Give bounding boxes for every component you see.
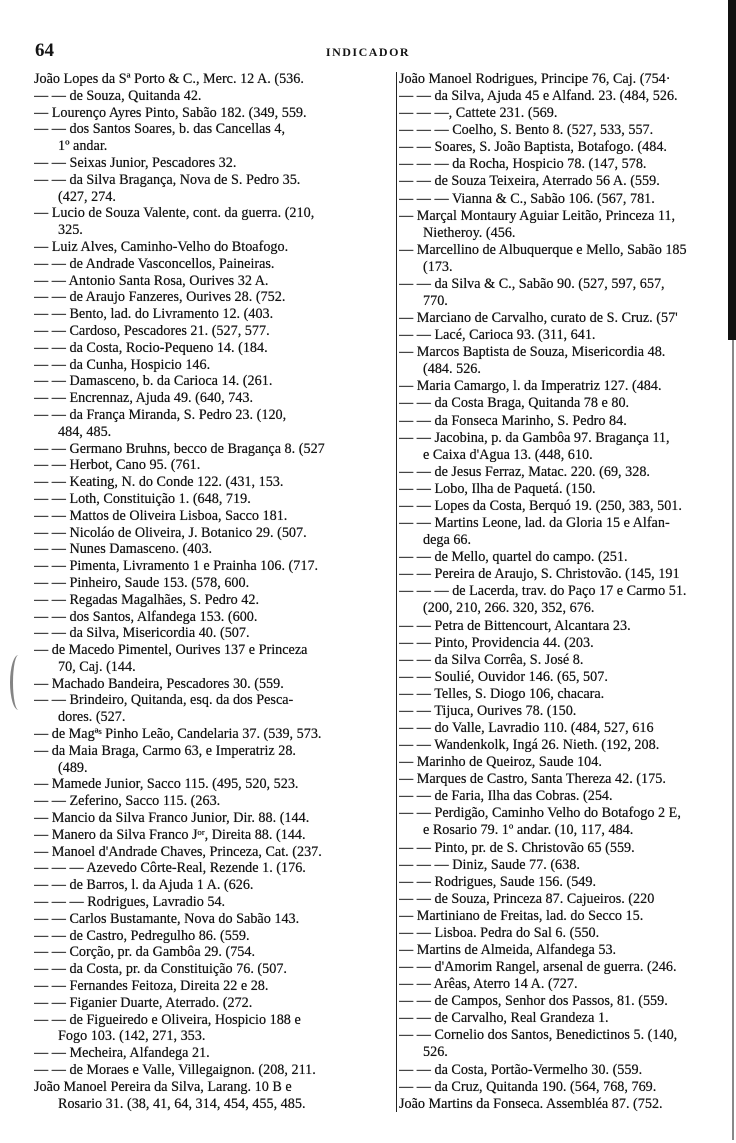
directory-entry: — — Loth, Constituição 1. (648, 719. [34, 491, 251, 507]
directory-entry: — — da Costa, Rocio-Pequeno 14. (184. [34, 340, 268, 356]
directory-entry: — — Nicoláo de Oliveira, J. Botanico 29. (507. [34, 525, 307, 541]
directory-entry: — Marçal Montaury Aguiar Leitão, Princeza 11, [399, 208, 676, 224]
directory-entry: — — Tijuca, Ourives 78. (150. [399, 703, 577, 719]
directory-entry: — — Martins Leone, lad. da Gloria 15 e Alfan- [399, 516, 670, 532]
directory-entry-continuation: e Rosario 79. 1º andar. (10, 117, 484. [423, 823, 634, 839]
directory-entry: — — Herbot, Cano 95. (761. [34, 458, 201, 474]
directory-entry: — — Pinheiro, Saude 153. (578, 600. [34, 575, 250, 591]
directory-entry: — — — da Rocha, Hospicio 78. (147, 578. [399, 157, 647, 173]
directory-entry: — Machado Bandeira, Pescadores 30. (559. [34, 676, 284, 692]
directory-entry: — — da Silva & C., Sabão 90. (527, 597, 657, [399, 276, 665, 292]
directory-entry-continuation: dega 66. [423, 533, 472, 549]
directory-entry: — — Pinto, pr. de S. Christovão 65 (559. [399, 840, 635, 856]
directory-entry-continuation: Fogo 103. (142, 271, 353. [58, 1029, 206, 1045]
directory-entry: — Maria Camargo, l. da Imperatriz 127. (484. [399, 379, 662, 395]
directory-entry: — — Cornelio dos Santos, Benedictinos 5. (140, [399, 1028, 678, 1044]
directory-entry-continuation: 325. [58, 223, 83, 239]
directory-entry: — — Brindeiro, Quitanda, esq. da dos Pesca- [34, 693, 294, 709]
column-divider [396, 72, 397, 1112]
directory-entry: — — de Figueiredo e Oliveira, Hospicio 188 e [34, 1012, 301, 1028]
directory-entry: — — Pimenta, Livramento 1 e Prainha 106. (717. [34, 559, 319, 575]
directory-entry: — de Magªˢ Pinho Leão, Candelaria 37. (539, 573. [34, 727, 322, 743]
directory-entry: — Marinho de Queiroz, Saude 104. [399, 755, 602, 771]
directory-entry: — — Lobo, Ilha de Paquetá. (150. [399, 481, 596, 497]
directory-entry: — — Perdigão, Caminho Velho do Botafogo 2 E, [399, 806, 681, 822]
running-title: INDICADOR [325, 45, 411, 59]
directory-entry: João Martins da Fonseca. Assembléa 87. (752. [399, 1096, 663, 1112]
directory-entry: — — da Fonseca Marinho, S. Pedro 84. [399, 413, 627, 429]
directory-entry: — — da Cruz, Quitanda 190. (564, 768, 769. [399, 1079, 657, 1095]
directory-entry: — Marciano de Carvalho, curato de S. Cruz. (57' [399, 311, 678, 327]
directory-entry-continuation: 484, 485. [58, 424, 112, 440]
directory-entry: — — da Cunha, Hospicio 146. [34, 357, 211, 373]
directory-entry: — — Soulié, Ouvidor 146. (65, 507. [399, 669, 608, 685]
directory-entry: — — Rodrigues, Saude 156. (549. [399, 874, 597, 890]
directory-entry: — — da Silva, Ajuda 45 e Alfand. 23. (484, 526. [399, 89, 678, 105]
directory-entry: — — Mattos de Oliveira Lisboa, Sacco 181. [34, 508, 288, 524]
directory-entry: — Lourenço Ayres Pinto, Sabão 182. (349, 559. [34, 105, 307, 121]
directory-entry: — Manoel d'Andrade Chaves, Princeza, Cat. (237. [34, 844, 322, 860]
directory-entry: — de Macedo Pimentel, Ourives 137 e Princeza [34, 643, 308, 659]
directory-entry: — — Fernandes Feitoza, Direita 22 e 28. [34, 979, 269, 995]
directory-entry: — — Jacobina, p. da Gambôa 97. Bragança 11, [399, 430, 670, 446]
left-column [34, 72, 394, 1112]
directory-entry: — — Lopes da Costa, Berquó 19. (250, 383, 501. [399, 498, 682, 514]
directory-entry: — — Lacé, Carioca 93. (311, 641. [399, 328, 596, 344]
directory-entry: — — Mecheira, Alfandega 21. [34, 1046, 210, 1062]
directory-entry: — — de Castro, Pedregulho 86. (559. [34, 928, 250, 944]
directory-entry: — — Antonio Santa Rosa, Ourives 32 A. [34, 273, 269, 289]
directory-entry: — — da Silva Bragança, Nova de S. Pedro 35. [34, 172, 301, 188]
directory-entry-continuation: Nietheroy. (456. [423, 225, 516, 241]
directory-entry: — — de Moraes e Valle, Villegaignon. (208, 211. [34, 1063, 316, 1079]
directory-entry: — — de Souza Teixeira, Aterrado 56 A. (559. [399, 174, 660, 190]
directory-entry-continuation: (427, 274. [58, 189, 116, 205]
directory-entry: — — de Faria, Ilha das Cobras. (254. [399, 789, 613, 805]
ink-blot [10, 655, 27, 710]
directory-entry: — — Pereira de Araujo, S. Christovão. (145, 191 [399, 567, 680, 583]
directory-entry: — — de Barros, l. da Ajuda 1 A. (626. [34, 878, 254, 894]
directory-entry: — — de Campos, Senhor dos Passos, 81. (559. [399, 994, 668, 1010]
directory-entry: — — da França Miranda, S. Pedro 23. (120, [34, 407, 287, 423]
directory-entry: — — — Vianna & C., Sabão 106. (567, 781. [399, 191, 655, 207]
directory-entry: — — de Araujo Fanzeres, Ourives 28. (752. [34, 290, 286, 306]
scan-edge-line [732, 340, 734, 1140]
directory-entry: — Martins de Almeida, Alfandega 53. [399, 942, 617, 958]
directory-entry: — Manero da Silva Franco Jᵒʳ, Direita 88. (144. [34, 827, 306, 843]
directory-entry: — — — Rodrigues, Lavradio 54. [34, 895, 226, 911]
directory-entry: — — Germano Bruhns, becco de Bragança 8. (527 [34, 441, 325, 457]
directory-entry: — — de Souza, Princeza 87. Cajueiros. (220 [399, 891, 655, 907]
directory-entry: — Marcos Baptista de Souza, Misericordia 48. [399, 345, 666, 361]
directory-entry: — Lucio de Souza Valente, cont. da guerra. (210, [34, 206, 315, 222]
page-number: 64 [35, 40, 54, 61]
directory-entry-continuation: (489. [58, 760, 88, 776]
directory-entry: — — da Costa Braga, Quitanda 78 e 80. [399, 396, 630, 412]
directory-entry-continuation: (484. 526. [423, 362, 481, 378]
directory-entry: — — de Andrade Vasconcellos, Paineiras. [34, 256, 275, 272]
directory-entry: — Luiz Alves, Caminho-Velho do Btoafogo. [34, 239, 289, 255]
directory-entry: — Marcellino de Albuquerque e Mello, Sabão 185 [399, 242, 687, 258]
directory-entry: — — da Silva Corrêa, S. José 8. [399, 652, 584, 668]
directory-entry-continuation: (173. [423, 259, 453, 275]
directory-entry: — — Zeferino, Sacco 115. (263. [34, 794, 221, 810]
directory-entry: — — Telles, S. Diogo 106, chacara. [399, 686, 605, 702]
directory-entry: — — Lisboa. Pedra do Sal 6. (550. [399, 925, 600, 941]
directory-entry-continuation: dores. (527. [58, 710, 126, 726]
directory-entry: — — da Silva, Misericordia 40. (507. [34, 626, 250, 642]
directory-entry: — — Corção, pr. da Gambôa 29. (754. [34, 945, 256, 961]
directory-entry-continuation: 770. [423, 294, 448, 310]
directory-entry: — — dos Santos Soares, b. das Cancellas 4, [34, 122, 286, 138]
directory-entry: — — Cardoso, Pescadores 21. (527, 577. [34, 323, 270, 339]
directory-entry: — Martiniano de Freitas, lad. do Secco 15. [399, 908, 644, 924]
directory-entry: — — de Carvalho, Real Grandeza 1. [399, 1011, 609, 1027]
directory-entry: — — Regadas Magalhães, S. Pedro 42. [34, 592, 259, 608]
directory-entry: — — — Azevedo Côrte-Real, Rezende 1. (176. [34, 861, 306, 877]
directory-entry: — Mamede Junior, Sacco 115. (495, 520, 523. [34, 777, 299, 793]
directory-entry: — — Arêas, Aterro 14 A. (727. [399, 977, 578, 993]
directory-entry: — — da Costa, pr. da Constituição 76. (507. [34, 962, 287, 978]
directory-entry-continuation: 1º andar. [58, 139, 108, 155]
directory-entry: — — Seixas Junior, Pescadores 32. [34, 155, 237, 171]
directory-entry: — — de Souza, Quitanda 42. [34, 88, 202, 104]
directory-entry: — — Wandenkolk, Ingá 26. Nieth. (192, 208. [399, 738, 660, 754]
directory-entry: — — Soares, S. João Baptista, Botafogo. (484. [399, 140, 667, 156]
directory-entry: — Mancio da Silva Franco Junior, Dir. 88. (144. [34, 811, 310, 827]
directory-entry-continuation: Rosario 31. (38, 41, 64, 314, 454, 455, 485. [58, 1096, 306, 1112]
directory-entry-continuation: 526. [423, 1045, 448, 1061]
directory-entry: — — Encrennaz, Ajuda 49. (640, 743. [34, 391, 254, 407]
directory-entry: — — Damasceno, b. da Carioca 14. (261. [34, 374, 273, 390]
directory-entry: — — — Diniz, Saude 77. (638. [399, 857, 580, 873]
directory-entry-continuation: 70, Caj. (144. [58, 659, 136, 675]
directory-entry: — — Carlos Bustamante, Nova do Sabão 143. [34, 911, 300, 927]
directory-entry: — — Nunes Damasceno. (403. [34, 542, 213, 558]
directory-entry: — — d'Amorim Rangel, arsenal de guerra. (246. [399, 960, 677, 976]
directory-entry: — — Pinto, Providencia 44. (203. [399, 635, 594, 651]
directory-entry: João Manoel Pereira da Silva, Larang. 10 B e [34, 1079, 292, 1095]
directory-entry: — — da Costa, Portão-Vermelho 30. (559. [399, 1062, 643, 1078]
directory-entry-continuation: e Caixa d'Agua 13. (448, 610. [423, 447, 593, 463]
directory-entry: — — de Mello, quartel do campo. (251. [399, 550, 628, 566]
directory-entry: — — Figanier Duarte, Aterrado. (272. [34, 995, 253, 1011]
right-column [399, 72, 727, 1112]
directory-entry: — — do Valle, Lavradio 110. (484, 527, 616 [399, 720, 654, 736]
directory-entry: — — dos Santos, Alfandega 153. (600. [34, 609, 258, 625]
directory-entry: — Marques de Castro, Santa Thereza 42. (175. [399, 772, 666, 788]
directory-entry: — — Bento, lad. do Livramento 12. (403. [34, 307, 274, 323]
directory-entry: — — — de Lacerda, trav. do Paço 17 e Carmo 51. [399, 584, 687, 600]
directory-entry: — — de Jesus Ferraz, Matac. 220. (69, 328. [399, 464, 650, 480]
directory-entry: — — — Coelho, S. Bento 8. (527, 533, 557. [399, 123, 654, 139]
directory-entry-continuation: (200, 210, 266. 320, 352, 676. [423, 601, 595, 617]
directory-entry: João Manoel Rodrigues, Principe 76, Caj. (754· [399, 72, 671, 87]
directory-entry: — — Petra de Bittencourt, Alcantara 23. [399, 618, 631, 634]
directory-entry: João Lopes da Sª Porto & C., Merc. 12 A. (536. [34, 72, 304, 87]
directory-entry: — da Maia Braga, Carmo 63, e Imperatriz 28. [34, 743, 296, 759]
directory-entry: — — —, Cattete 231. (569. [399, 106, 558, 122]
directory-entry: — — Keating, N. do Conde 122. (431, 153. [34, 475, 284, 491]
